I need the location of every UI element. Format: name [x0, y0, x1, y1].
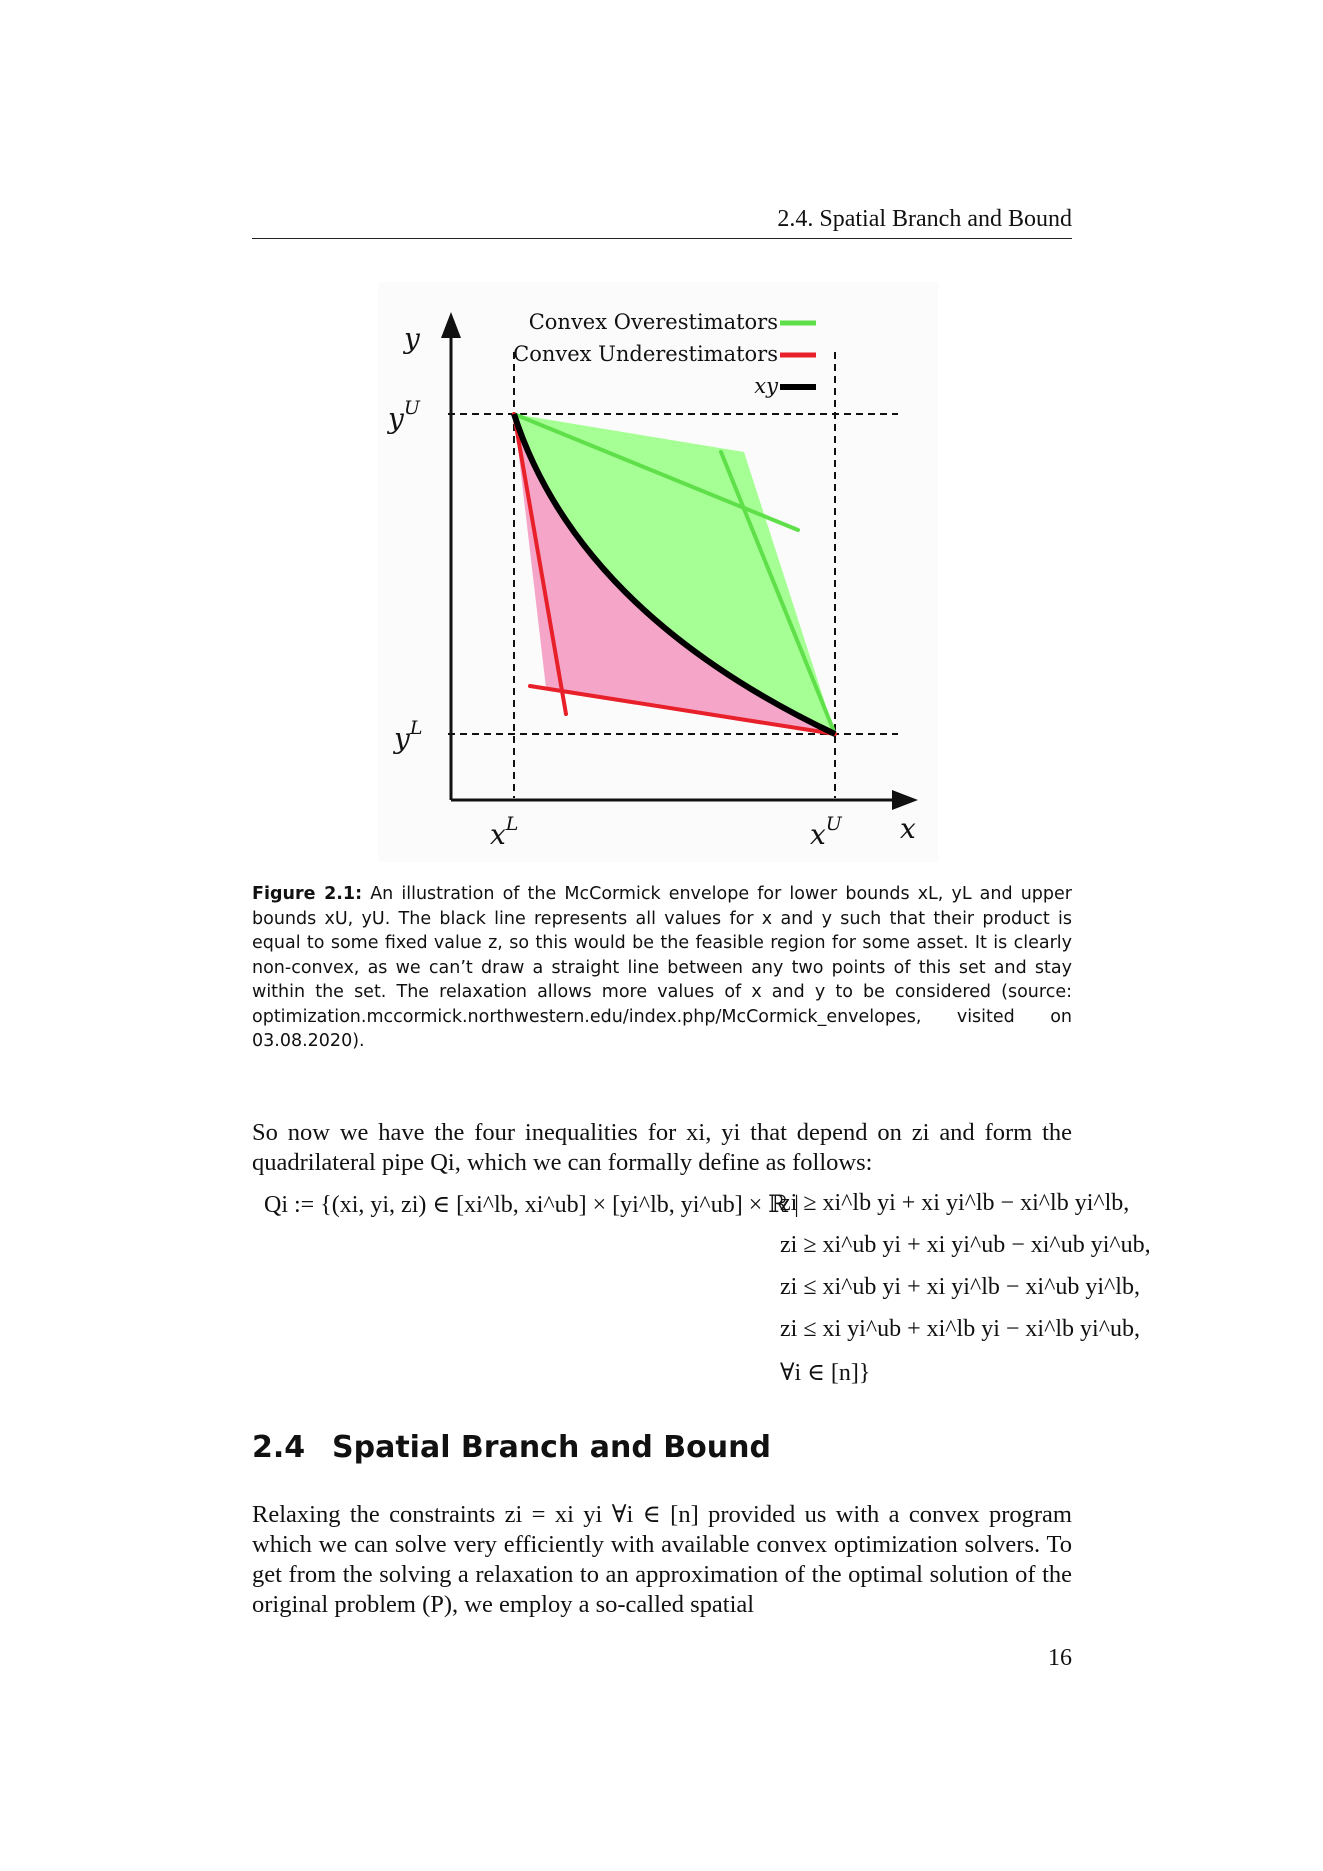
running-header — [252, 204, 1072, 239]
yL-label: $y^L$ — [394, 717, 423, 755]
figure-caption — [252, 882, 1072, 1054]
section-title: Spatial Branch and Bound — [332, 1430, 771, 1465]
equation-row-3: zi ≤ xi^ub yi + xi yi^lb − xi^ub yi^lb, — [780, 1274, 1140, 1300]
paragraph-quadrilateral-pipe: So now we have the four inequalities for xi, yi that depend on zi and form the quadrilateral pipe Qi, which we can formally define as follows: — [252, 1119, 1072, 1176]
section-number: 2.4 — [252, 1430, 306, 1465]
legend-xy-label: xy — [754, 374, 778, 398]
caption-text: An illustration of the McCormick envelope for lower bounds xL, yL and upper bounds xU, yU. The black line represents all values for x and y such that their product is equal to some fixed value z, so this would be the feasible region for some asset. It is clearly non-convex, as we can’t draw a straight line between any two points of this set and stay within the set. The relaxation allows more values of x and y to be considered (source: optimization.mccormick.northwestern.edu/index.php/McCormick_envelopes, visited on 03.08.2020). — [252, 884, 1072, 1051]
equation-lhs: Qi := {(xi, yi, zi) ∈ [xi^lb, xi^ub] × [yi^lb, yi^ub] × ℝ | — [264, 1192, 799, 1218]
page-number: 16 — [1048, 1645, 1072, 1671]
legend-under-label: Convex Underestimators — [513, 342, 778, 366]
paragraph-spatial-branch: Relaxing the constraints zi = xi yi ∀i ∈ [n] provided us with a convex program which we can solve very efficiently with available convex optimization solvers. To get from the solving a relaxation to an approximation of the optimal solution of the original problem (P), we employ a so-called spatial — [252, 1501, 1072, 1618]
equation-row-4: zi ≤ xi yi^ub + xi^lb yi − xi^lb yi^ub, — [780, 1316, 1140, 1342]
caption-label: Figure 2.1: — [252, 884, 363, 904]
yU-label: $y^U$ — [388, 397, 420, 435]
mccormick-envelope-plot — [378, 282, 938, 862]
section-heading — [252, 1430, 771, 1465]
equation-row-5: ∀i ∈ [n]} — [780, 1360, 871, 1386]
mccormick-figure — [378, 282, 938, 862]
running-title: 2.4. Spatial Branch and Bound — [777, 206, 1072, 232]
equation-row-2: zi ≥ xi^ub yi + xi yi^ub − xi^ub yi^ub, — [780, 1232, 1151, 1258]
equation-row-1: zi ≥ xi^lb yi + xi yi^lb − xi^lb yi^lb, — [780, 1190, 1130, 1216]
x-axis-label: x — [900, 812, 916, 845]
legend-over-label: Convex Overestimators — [528, 310, 778, 334]
xU-label: $x^U$ — [810, 813, 842, 851]
xL-label: $x^L$ — [490, 813, 519, 851]
y-axis-label: y — [404, 322, 420, 355]
